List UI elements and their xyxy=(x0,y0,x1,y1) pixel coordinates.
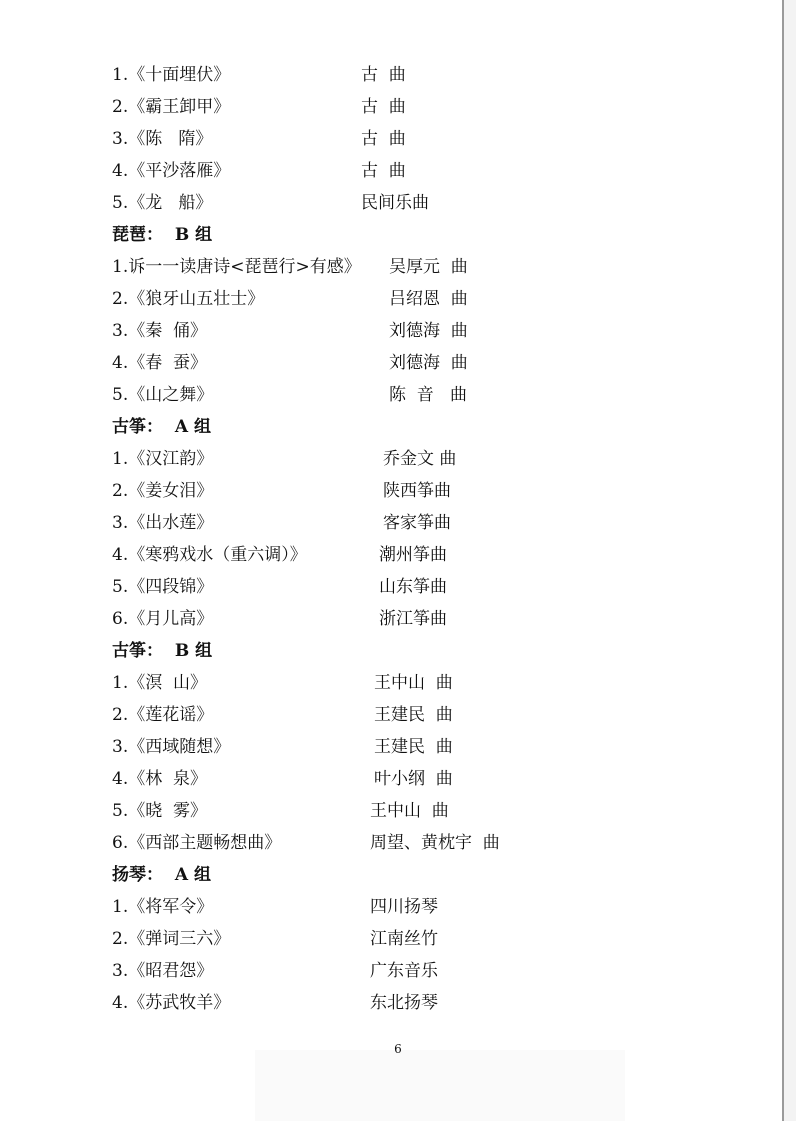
piece-title: 5.《四段锦》 xyxy=(112,577,214,597)
piece-title: 3.《出水莲》 xyxy=(112,513,214,533)
piece-title: 1.《溟 山》 xyxy=(112,673,208,693)
section-heading xyxy=(0,219,780,251)
piece-title: 4.《春 蚕》 xyxy=(112,353,208,373)
piece-composer: 王中山 曲 xyxy=(370,801,449,821)
piece-composer: 王中山 曲 xyxy=(374,673,453,693)
piece-composer: 吕绍恩 曲 xyxy=(389,289,468,309)
list-item xyxy=(0,667,780,699)
piece-composer: 古 曲 xyxy=(361,65,406,85)
list-item xyxy=(0,379,780,411)
piece-composer: 江南丝竹 xyxy=(370,929,438,949)
piece-title: 2.《霸王卸甲》 xyxy=(112,97,231,117)
piece-composer: 浙江筝曲 xyxy=(379,609,447,629)
piece-composer: 刘德海 曲 xyxy=(389,321,468,341)
piece-composer: 乔金文 曲 xyxy=(383,449,457,469)
piece-title: 3.《西域随想》 xyxy=(112,737,231,757)
piece-composer: 周望、黄枕宇 曲 xyxy=(370,833,500,853)
piece-composer: 潮州筝曲 xyxy=(379,545,447,565)
section-heading-text: 古筝： A 组 xyxy=(112,417,211,437)
page-edge-shadow xyxy=(784,0,796,1121)
piece-title: 3.《陈 隋》 xyxy=(112,129,213,149)
list-item xyxy=(0,251,780,283)
list-item xyxy=(0,443,780,475)
list-item xyxy=(0,187,780,219)
piece-title: 1.诉一一读唐诗<琵琶行>有感》 xyxy=(112,257,361,277)
section-heading-text: 扬琴： A 组 xyxy=(112,865,211,885)
piece-title: 4.《平沙落雁》 xyxy=(112,161,231,181)
list-item xyxy=(0,699,780,731)
list-item xyxy=(0,891,780,923)
list-item xyxy=(0,763,780,795)
piece-title: 6.《月儿高》 xyxy=(112,609,214,629)
piece-title: 5.《山之舞》 xyxy=(112,385,214,405)
list-item xyxy=(0,91,780,123)
piece-composer: 刘德海 曲 xyxy=(389,353,468,373)
piece-composer: 广东音乐 xyxy=(370,961,438,981)
piece-composer: 王建民 曲 xyxy=(374,705,453,725)
list-item xyxy=(0,475,780,507)
section-heading xyxy=(0,635,780,667)
piece-composer: 叶小纲 曲 xyxy=(374,769,453,789)
list-item xyxy=(0,539,780,571)
list-item xyxy=(0,155,780,187)
piece-title: 3.《秦 俑》 xyxy=(112,321,208,341)
piece-composer: 古 曲 xyxy=(361,161,406,181)
bottom-shadow xyxy=(255,1050,625,1121)
list-item xyxy=(0,507,780,539)
piece-composer: 王建民 曲 xyxy=(374,737,453,757)
section-heading-text: 古筝： B 组 xyxy=(112,641,213,661)
list-item xyxy=(0,827,780,859)
list-item xyxy=(0,315,780,347)
piece-title: 2.《姜女泪》 xyxy=(112,481,214,501)
piece-composer: 古 曲 xyxy=(361,97,406,117)
list-item xyxy=(0,571,780,603)
section-heading xyxy=(0,411,780,443)
list-item xyxy=(0,603,780,635)
piece-composer: 四川扬琴 xyxy=(370,897,438,917)
list-item xyxy=(0,59,780,91)
piece-composer: 民间乐曲 xyxy=(361,193,429,213)
piece-composer: 山东筝曲 xyxy=(379,577,447,597)
list-item xyxy=(0,731,780,763)
page-edge-line xyxy=(782,0,784,1121)
list-item xyxy=(0,923,780,955)
piece-title: 1.《将军令》 xyxy=(112,897,214,917)
piece-title: 2.《狼牙山五壮士》 xyxy=(112,289,265,309)
list-item xyxy=(0,123,780,155)
list-item xyxy=(0,283,780,315)
piece-composer: 东北扬琴 xyxy=(370,993,438,1013)
piece-composer: 古 曲 xyxy=(361,129,406,149)
piece-title: 4.《寒鸦戏水（重六调）》 xyxy=(112,545,307,565)
section-heading xyxy=(0,859,780,891)
list-item xyxy=(0,987,780,1019)
piece-composer: 陈 音 曲 xyxy=(389,385,468,405)
piece-title: 1.《十面埋伏》 xyxy=(112,65,231,85)
piece-title: 6.《西部主题畅想曲》 xyxy=(112,833,282,853)
piece-composer: 陕西筝曲 xyxy=(383,481,451,501)
piece-title: 2.《莲花谣》 xyxy=(112,705,214,725)
piece-composer: 客家筝曲 xyxy=(383,513,451,533)
piece-title: 5.《晓 雾》 xyxy=(112,801,208,821)
piece-title: 4.《苏武牧羊》 xyxy=(112,993,231,1013)
piece-title: 3.《昭君怨》 xyxy=(112,961,214,981)
piece-title: 5.《龙 船》 xyxy=(112,193,213,213)
piece-title: 2.《弹词三六》 xyxy=(112,929,231,949)
piece-composer: 吴厚元 曲 xyxy=(389,257,468,277)
piece-title: 1.《汉江韵》 xyxy=(112,449,214,469)
list-item xyxy=(0,955,780,987)
section-heading-text: 琵琶： B 组 xyxy=(112,225,213,245)
piece-title: 4.《林 泉》 xyxy=(112,769,208,789)
list-item xyxy=(0,347,780,379)
list-item xyxy=(0,795,780,827)
page-number: 6 xyxy=(394,1042,402,1056)
